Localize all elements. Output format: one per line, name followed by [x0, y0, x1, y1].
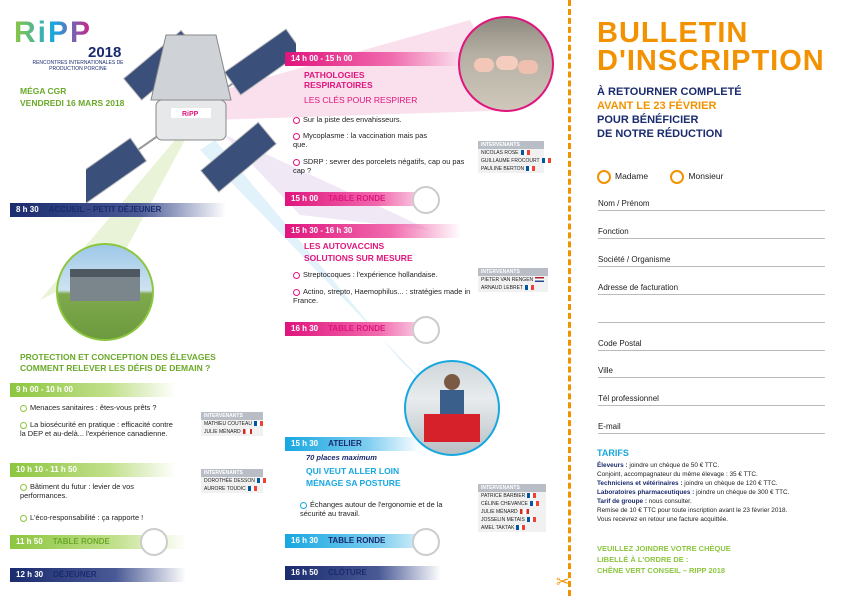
flag-fr-icon: [516, 525, 525, 530]
protection-time2: 10 h 10 - 11 h 50: [16, 465, 77, 474]
atelier-places: 70 places maximum: [306, 453, 377, 462]
atelier-time-bar: 15 h 30 ATELIER: [285, 437, 421, 451]
logo-letters: RiPP: [14, 18, 134, 48]
logo-year: 2018: [88, 44, 122, 61]
flag-nl-icon: [535, 277, 544, 282]
tarif-line: Conjoint, accompagnateur du même élevage : 35 € TTC.: [597, 471, 758, 478]
bulletin-line1: À RETOURNER COMPLETÉ: [597, 86, 742, 98]
dejeuner-bar: 12 h 30 DÉJEUNER: [10, 568, 186, 582]
intervenants-header: INTERVENANTS: [201, 469, 263, 477]
protection-time2-bar: [10, 463, 176, 477]
intervenants-box-2: [201, 469, 263, 493]
pigs-photo: [458, 16, 554, 112]
tarifs-list: [597, 461, 833, 524]
protection-title2: COMMENT RELEVER LES DÉFIS DE DEMAIN ?: [20, 363, 211, 373]
nom-prenom-field[interactable]: Nom / Prénom: [598, 199, 825, 211]
intervenants-header: INTERVENANTS: [201, 412, 263, 420]
logo-subtitle: RENCONTRES INTERNATIONALES DE PRODUCTION PORCINE: [32, 60, 124, 72]
autovaccins-title1: LES AUTOVACCINS: [304, 241, 385, 251]
flag-fr-icon: [248, 486, 257, 491]
bulletin-line4: DE NOTRE RÉDUCTION: [597, 128, 723, 140]
ville-field[interactable]: Ville: [598, 366, 825, 378]
intervenant: AMEL TAKTAK: [478, 524, 546, 532]
flag-fr-icon: [527, 493, 536, 498]
decor-circle: [412, 528, 440, 556]
flag-fr-icon: [526, 166, 535, 171]
flag-fr-icon: [530, 501, 539, 506]
tarif-line: Laboratoires pharmaceutiques : joindre un chèque de 300 € TTC.: [597, 489, 790, 496]
autovaccins-bullet-2: Actino, strepto, Haemophilus... : stratégies made in France.: [293, 287, 471, 305]
intervenant: JULIE MÉNARD: [478, 508, 546, 516]
protection-bullet-4: L'éco-responsabilité : ça rapporte !: [20, 513, 200, 522]
intervenant: JOSSELIN METAIS: [478, 516, 546, 524]
intervenant: CÉLINE CHEVANCE: [478, 500, 546, 508]
societe-field[interactable]: Société / Organisme: [598, 255, 825, 267]
flag-fr-icon: [527, 517, 536, 522]
flag-fr-icon: [525, 285, 534, 290]
bulletin-title1: BULLETIN: [597, 17, 749, 49]
pathologies-time-bar: 14 h 00 - 15 h 00: [285, 52, 461, 66]
table-ronde-1630b-bar: 16 h 30 TABLE RONDE: [285, 534, 441, 548]
cheque-line2: LIBELLÉ À L'ORDRE DE :: [597, 555, 689, 564]
atelier-bullet-1: Échanges autour de l'ergonomie et de la sécurité au travail.: [300, 500, 443, 518]
civility-radios: [597, 170, 723, 184]
protection-time1: 9 h 00 - 10 h 00: [16, 385, 73, 394]
autovaccins-bullet-1: Streptocoques : l'expérience hollandaise.: [293, 270, 483, 279]
flag-fr-icon: [521, 150, 530, 155]
flag-fr-icon: [542, 158, 551, 163]
protection-bullet-2: La biosécurité en pratique : efficacité contre la DEP et au-delà... l'expérience canadienne.: [20, 420, 173, 438]
bulletin-line2: AVANT LE 23 FÉVRIER: [597, 100, 717, 112]
intervenant: PIETER VAN RENGEN: [478, 276, 548, 284]
flag-ca-icon: [243, 429, 252, 434]
intervenants-box-3: INTERVENANTS NICOLAS ROSE GUILLAUME FROCOURT PAULINE BERTON: [478, 141, 544, 173]
protection-title1: PROTECTION ET CONCEPTION DES ÉLEVAGES: [20, 352, 216, 362]
table-ronde-15-bar: 15 h 00 TABLE RONDE: [285, 192, 441, 206]
bulletin-title2: D'INSCRIPTION: [597, 45, 825, 77]
accueil-time: 8 h 30: [16, 205, 39, 214]
monsieur-radio[interactable]: Monsieur: [670, 171, 723, 181]
barn-photo: [56, 243, 154, 341]
decor-circle: [412, 186, 440, 214]
tarif-line: Tarif de groupe : nous consulter.: [597, 498, 692, 505]
tarif-line: Vous recevrez en retour une facture acquittée.: [597, 516, 729, 523]
scissors-icon: ✂: [556, 574, 570, 591]
intervenants-box-1: [201, 412, 263, 436]
flag-ca-icon: [520, 509, 529, 514]
pathologies-bullet-2: Mycoplasme : la vaccination mais pas que.: [293, 131, 428, 149]
pathologies-bullet-1: Sur la piste des envahisseurs.: [293, 115, 473, 124]
pathologies-title1: PATHOLOGIES RESPIRATOIRES: [304, 70, 373, 90]
intervenant: JULIE MÉNARD: [201, 428, 263, 436]
accueil-label: ACCUEIL – PETIT DÉJEUNER: [48, 205, 162, 214]
intervenant: MATHIEU COUTEAU: [201, 420, 263, 428]
atelier-title1: QUI VEUT ALLER LOIN: [306, 466, 400, 476]
event-place: MÉGA CGR: [20, 86, 67, 96]
intervenant: PAULINE BERTON: [478, 165, 544, 173]
flag-fr-icon: [257, 478, 266, 483]
svg-text:RiPP: RiPP: [182, 111, 199, 118]
intervenant: ARNAUD LEBRET: [478, 284, 548, 292]
intervenant: NICOLAS ROSE: [478, 149, 544, 157]
atelier-title2: MÉNAGE SA POSTURE: [306, 478, 401, 488]
cloture-bar: 16 h 50 CLÔTURE: [285, 566, 441, 580]
code-postal-field[interactable]: Code Postal: [598, 339, 825, 351]
tarifs-title: TARIFS: [597, 448, 629, 458]
tarif-line: Éleveurs : joindre un chèque de 50 € TTC.: [597, 462, 720, 469]
dashed-divider: [568, 0, 571, 596]
protection-bullet-3: Bâtiment du futur : levier de vos performances.: [20, 482, 134, 500]
table-ronde-1150-bar: 11 h 50 TABLE RONDE: [10, 535, 186, 549]
tarif-line: Techniciens et vétérinaires : joindre un chèque de 120 € TTC.: [597, 480, 778, 487]
pathologies-title2: LES CLÉS POUR RESPIRER: [304, 95, 418, 105]
protection-time1-bar: [10, 383, 176, 397]
adresse-line2[interactable]: [598, 310, 825, 323]
telephone-field[interactable]: Tél professionnel: [598, 394, 825, 406]
intervenant: DOROTHÉE DESSON: [201, 477, 263, 485]
decor-circle: [412, 316, 440, 344]
flag-fr-icon: [254, 421, 263, 426]
bulletin-line3: POUR BÉNÉFICIER: [597, 114, 699, 126]
tarif-line: Remise de 10 € TTC pour toute inscription avant le 23 février 2018.: [597, 507, 788, 514]
cheque-line1: VEUILLEZ JOINDRE VOTRE CHÈQUE: [597, 544, 731, 553]
madame-radio[interactable]: Madame: [597, 171, 648, 181]
fonction-field[interactable]: Fonction: [598, 227, 825, 239]
intervenant: AURORE TOUDIC: [201, 485, 263, 493]
accueil-bar: [10, 203, 226, 217]
protection-bullet-1: Menaces sanitaires : êtes-vous prêts ?: [20, 403, 200, 412]
intervenant: PATRICE BARBIER: [478, 492, 546, 500]
decor-circle: [140, 528, 168, 556]
event-date: VENDREDI 16 MARS 2018: [20, 98, 125, 108]
email-field[interactable]: E-mail: [598, 422, 825, 434]
cheque-line3: CHÊNE VERT CONSEIL – RIPP 2018: [597, 566, 726, 575]
table-ronde-16-bar: 16 h 30 TABLE RONDE: [285, 322, 441, 336]
adresse-field[interactable]: Adresse de facturation: [598, 283, 825, 295]
autovaccins-time-bar: 15 h 30 - 16 h 30: [285, 224, 461, 238]
intervenant: GUILLAUME FROCOURT: [478, 157, 544, 165]
intervenants-box-5: INTERVENANTS PATRICE BARBIER CÉLINE CHEVANCE JULIE MÉNARD JOSSELIN METAIS AMEL TAKTAK: [478, 484, 546, 532]
autovaccins-title2: SOLUTIONS SUR MESURE: [304, 253, 413, 263]
pathologies-bullet-3: SDRP : sevrer des porcelets négatifs, cap ou pas cap ?: [293, 157, 465, 175]
intervenants-box-4: INTERVENANTS PIETER VAN RENGEN ARNAUD LEBRET: [478, 268, 548, 292]
